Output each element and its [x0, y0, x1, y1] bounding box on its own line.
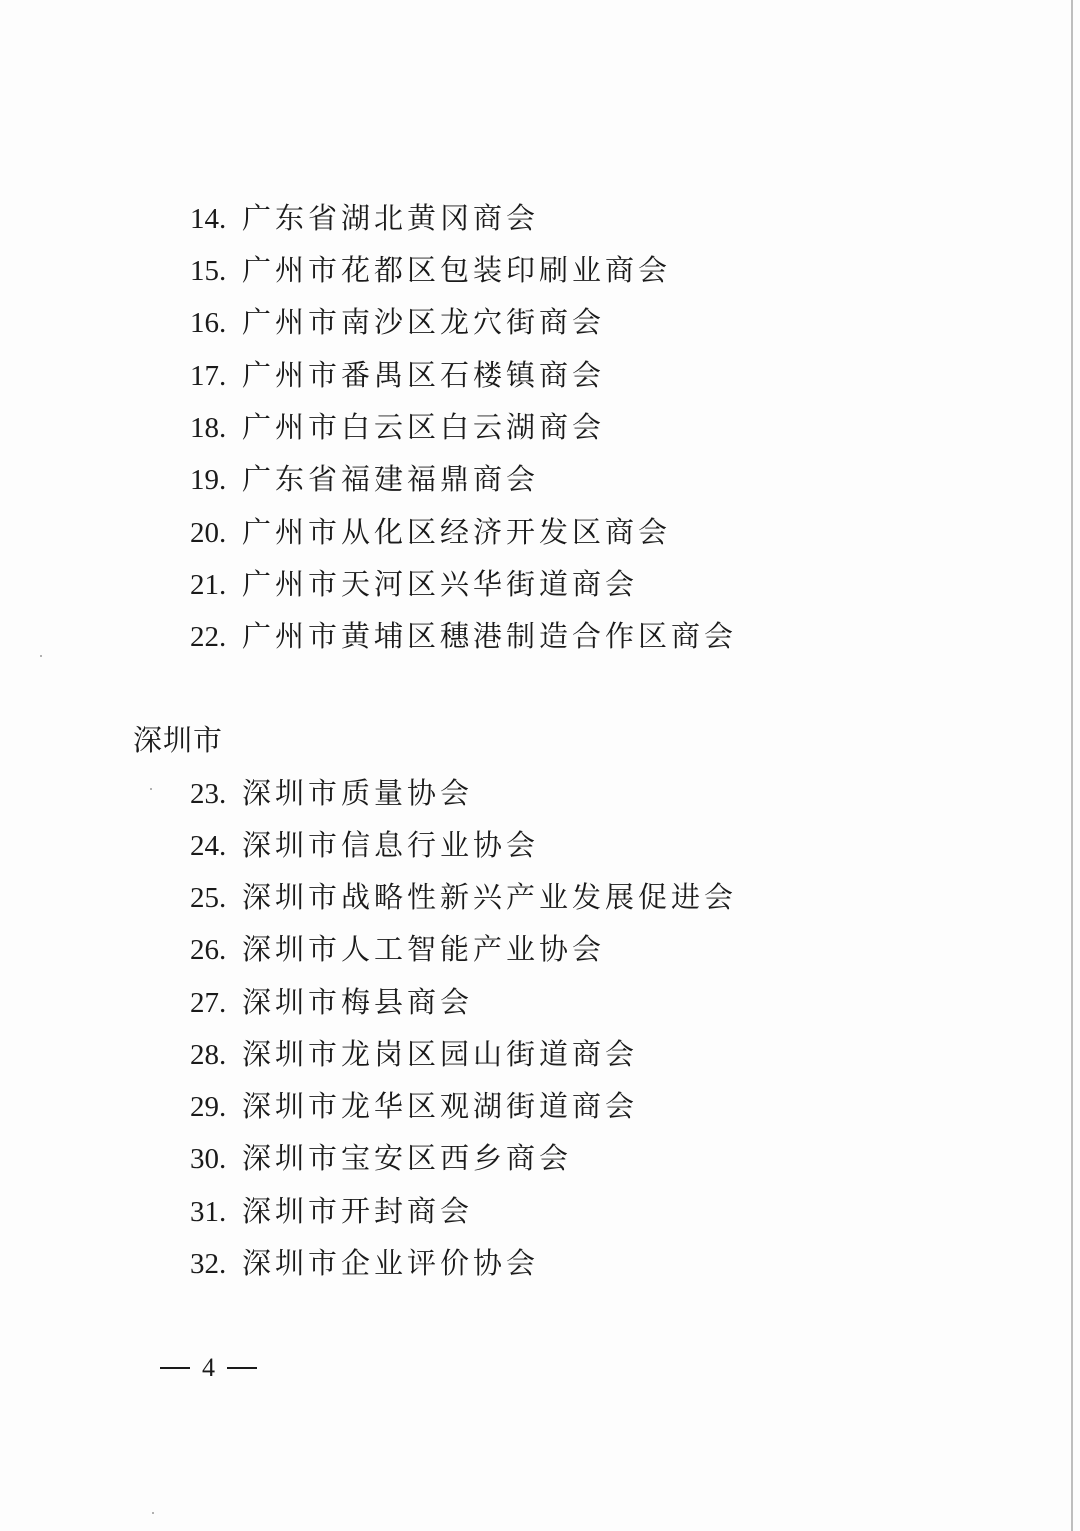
item-name: 广州市天河区兴华街道商会	[242, 567, 639, 601]
page-number	[160, 1350, 257, 1386]
list-item	[190, 982, 473, 1022]
list-item	[190, 1243, 539, 1283]
item-number: 17.	[190, 360, 227, 392]
item-number: 15.	[190, 255, 227, 287]
scan-edge-line	[1071, 0, 1073, 1531]
item-number: 19.	[190, 464, 227, 496]
dash-right	[227, 1367, 257, 1369]
page-number-value: 4	[202, 1353, 215, 1382]
item-number: 16.	[190, 307, 227, 339]
list-item	[190, 825, 539, 865]
list-item	[190, 302, 605, 342]
scan-speck	[152, 1512, 154, 1514]
item-name: 广东省湖北黄冈商会	[242, 201, 540, 235]
item-name: 深圳市信息行业协会	[242, 828, 540, 862]
item-name: 深圳市人工智能产业协会	[242, 932, 606, 966]
item-number: 25.	[190, 882, 227, 914]
list-item	[190, 929, 605, 969]
item-name: 深圳市质量协会	[242, 776, 474, 810]
scan-speck	[40, 655, 42, 657]
list-item	[190, 1034, 638, 1074]
list-item	[190, 616, 737, 656]
item-name: 深圳市梅县商会	[242, 985, 474, 1019]
item-name: 深圳市宝安区西乡商会	[242, 1141, 573, 1175]
item-name: 深圳市开封商会	[242, 1194, 474, 1228]
item-number: 21.	[190, 569, 227, 601]
item-name: 深圳市龙岗区园山街道商会	[242, 1037, 639, 1071]
list-item	[190, 773, 473, 813]
scan-speck	[150, 788, 152, 790]
item-name: 深圳市战略性新兴产业发展促进会	[242, 880, 738, 914]
list-item	[190, 355, 605, 395]
item-number: 14.	[190, 203, 227, 235]
item-number: 30.	[190, 1143, 227, 1175]
list-item	[190, 564, 638, 604]
item-number: 18.	[190, 412, 227, 444]
item-name: 广州市花都区包装印刷业商会	[242, 253, 672, 287]
item-name: 广州市从化区经济开发区商会	[242, 515, 672, 549]
list-item	[190, 1086, 638, 1126]
item-name: 广州市南沙区龙穴街商会	[242, 305, 606, 339]
item-number: 28.	[190, 1039, 227, 1071]
item-number: 32.	[190, 1248, 227, 1280]
list-item	[190, 512, 671, 552]
section-heading-shenzhen: 深圳市	[133, 723, 224, 757]
item-number: 23.	[190, 778, 227, 810]
item-name: 广州市白云区白云湖商会	[242, 410, 606, 444]
item-number: 27.	[190, 987, 227, 1019]
item-number: 31.	[190, 1196, 227, 1228]
list-item	[190, 877, 737, 917]
item-name: 广东省福建福鼎商会	[242, 462, 540, 496]
item-number: 20.	[190, 517, 227, 549]
list-item	[190, 459, 539, 499]
dash-left	[160, 1367, 190, 1369]
list-item	[190, 250, 671, 290]
list-item	[190, 1191, 473, 1231]
item-number: 22.	[190, 621, 227, 653]
list-item	[190, 1138, 572, 1178]
item-number: 26.	[190, 934, 227, 966]
item-number: 24.	[190, 830, 227, 862]
list-item	[190, 198, 539, 238]
item-name: 深圳市龙华区观湖街道商会	[242, 1089, 639, 1123]
item-name: 广州市番禺区石楼镇商会	[242, 358, 606, 392]
item-number: 29.	[190, 1091, 227, 1123]
list-item	[190, 407, 605, 447]
item-name: 深圳市企业评价协会	[242, 1246, 540, 1280]
item-name: 广州市黄埔区穗港制造合作区商会	[242, 619, 738, 653]
